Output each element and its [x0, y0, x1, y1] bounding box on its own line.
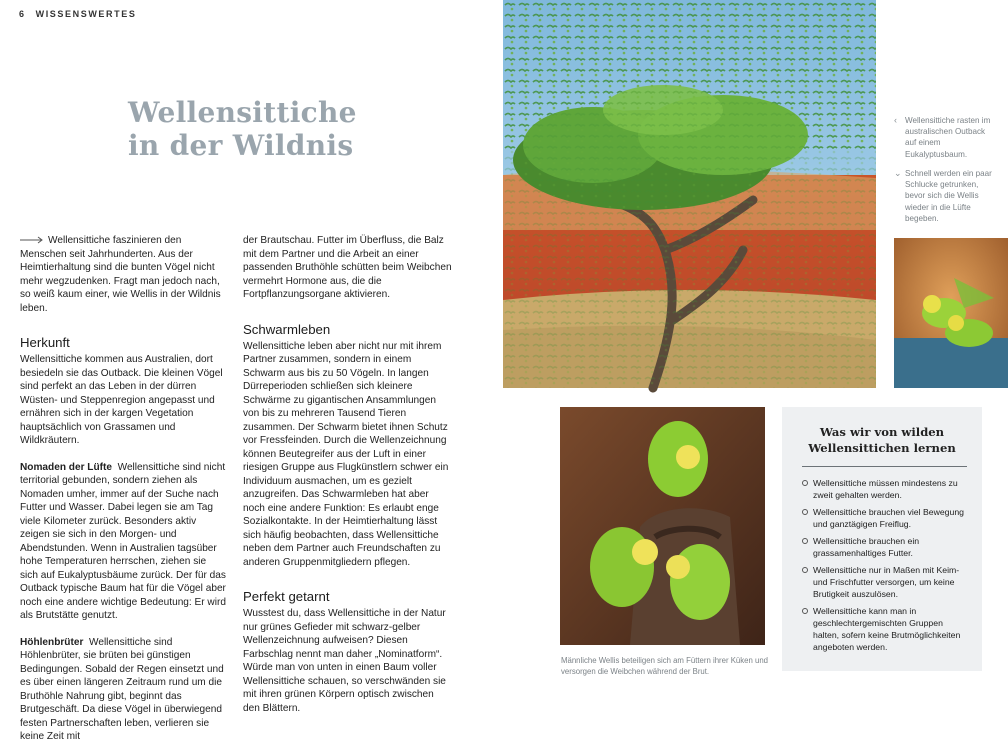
bullet-circle-icon	[802, 480, 808, 486]
bullet-circle-icon	[802, 509, 808, 515]
info-box-title: Was wir von wilden Wellensittichen lernen	[808, 425, 956, 455]
heading-schwarmleben: Schwarmleben	[243, 321, 331, 337]
running-header	[19, 9, 136, 19]
page-number: 6	[19, 9, 26, 19]
section-label: WISSENSWERTES	[35, 9, 137, 19]
title-line-1: Wellensittiche	[128, 96, 357, 129]
list-item: Wellensittiche kann man in geschlechtergemischten Gruppen halten, sofern keine Brutmöglichkeiten angeboten werden.	[802, 605, 970, 653]
nomaden-paragraph: Nomaden der Lüfte Wellensittiche sind nicht territorial gebunden, sondern ziehen als Nomaden umher, immer auf der Suche nach Futter und Wasser. Dabei legen sie am Tag viele Kilometer zurück. Besonders aktiv zeigen sie sich in den Morgen- und Abendstunden. Wenn in Australien tagsüber hohe Temperaturen herrschen, ziehen sie sich auf Eukalyptusbäume zurück. Der für das Outback typische Baum hat für die Vögel aber noch eine andere wichtige Bedeutung: Er wird als Brutstätte genutzt.	[20, 461, 226, 621]
text-column-2	[243, 234, 453, 715]
bullet-circle-icon	[802, 567, 808, 573]
text-column-1	[20, 234, 226, 744]
list-item: Wellensittiche müssen mindestens zu zweit gehalten werden.	[802, 477, 970, 501]
photo-outback-tree	[503, 0, 876, 388]
bullet-circle-icon	[802, 608, 808, 614]
info-box	[782, 407, 982, 671]
photo-budgies-drinking	[894, 238, 1008, 388]
intro-paragraph: Wellensittiche faszinieren den Menschen seit Jahrhunderten. Aus der Heimtierhaltung sind die bunten Vögel nicht mehr wegzudenken. Fragt man jedoch nach, so weiß kaum einer, wie Wellis in der Wildnis leben.	[20, 235, 221, 314]
chevron-left-icon: ‹	[894, 115, 897, 125]
chevron-down-icon: ⌄	[894, 168, 902, 178]
list-item: Wellensittiche brauchen ein grassamenhaltiges Futter.	[802, 535, 970, 559]
divider	[802, 466, 967, 467]
subheading-hoehlenbrueter: Höhlenbrüter	[20, 636, 84, 648]
bullet-circle-icon	[802, 538, 808, 544]
schwarmleben-paragraph: Wellensittiche leben aber nicht nur mit ihrem Partner zusammen, sondern in einem Schwarm aus bis zu 50 Vögeln. In langen Dürreperioden schließen sich kleinere Schwärme zu gigantischen Ansammlungen von bis zu mehreren Tausend Tieren zusammen. Der Schwarm bietet ihnen Schutz vor Fressfeinden. Durch die Wellenzeichnung können Beutegreifer aus der Luft in einer riesigen Gruppe aus Flugkünstlern schwer ein Individuum ausmachen, um es gezielt anzugreifen. Das Schwarmleben hat aber noch eine andere Funktion: Es erlaubt enge Sozialkontakte. In der Heimtierhaltung lässt sich häufig beobachten, dass Wellensittiche neben dem Partner auch Freundschaften zu anderen Gruppenmitgliedern pflegen.	[243, 340, 449, 568]
arrow-right-icon	[20, 236, 44, 244]
photo-budgies-nest	[560, 407, 765, 645]
title-line-2: in der Wildnis	[128, 129, 354, 162]
subheading-nomaden: Nomaden der Lüfte	[20, 461, 112, 473]
herkunft-paragraph: Wellensittiche kommen aus Australien, dort besiedeln sie das Outback. Die kleinen Vögel sind perfekt an das Leben in der dürren Wüsten- und Steppenregion angepasst und ernähren sich in der kargen Vegetation hauptsächlich von Grassamen und Wildkräutern.	[20, 354, 223, 446]
caption-outback: ‹ Wellensittiche rasten im australischen Outback auf einem Eukalyptusbaum.	[894, 115, 991, 159]
caption-drinking: ⌄ Schnell werden ein paar Schlucke getrunken, bevor sich die Wellis wieder in die Lüfte begeben.	[894, 168, 992, 223]
continuation-paragraph: der Brautschau. Futter im Überfluss, die Balz mit dem Partner und die Arbeit an einer passenden Bruthöhle schütten beim Weibchen vermehrt Hormone aus, die die Fortpflanzungsorgane aktivieren.	[243, 235, 452, 300]
page-title	[128, 96, 357, 162]
list-item: Wellensittiche brauchen viel Bewegung und ganztägigen Freiflug.	[802, 506, 970, 530]
hoehlenbrueter-paragraph: Höhlenbrüter Wellensittiche sind Höhlenbrüter, sie brüten bei günstigen Bedingungen. Sobald der Regen einsetzt und es über einen längeren Zeitraum rund um die Bruthöhle Nahrung gibt, beginnt das Brutgeschäft. Da diese Vögel in überwiegend festen Partnerschaften leben, verlieren sie keine Zeit mit	[20, 636, 224, 742]
getarnt-paragraph: Wusstest du, dass Wellensittiche in der Natur nur grünes Gefieder mit schwarz-gelber Wellenzeichnung aufweisen? Diesen Farbschlag nennt man daher „Nominatform“. Würde man von unten in einen Baum voller Wellensittiche schauen, so verschwänden sie mit ihren grünen Körpern optisch zwischen den Blättern.	[243, 608, 446, 714]
heading-perfekt-getarnt: Perfekt getarnt	[243, 589, 330, 604]
heading-herkunft: Herkunft	[20, 335, 70, 350]
list-item: Wellensittiche nur in Maßen mit Keim- und Frischfutter versorgen, um keine Brutigkeit auszulösen.	[802, 564, 970, 600]
caption-nest: Männliche Wellis beteiligen sich am Füttern ihrer Küken und versorgen die Weibchen während der Brut.	[561, 656, 769, 676]
tips-list	[782, 477, 982, 653]
